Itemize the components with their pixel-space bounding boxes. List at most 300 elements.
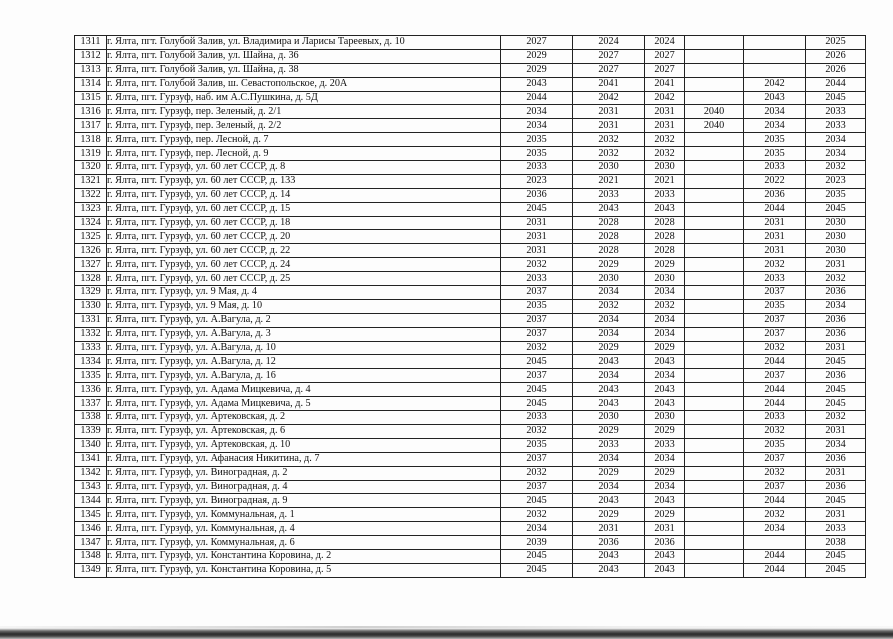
table-row: [75, 133, 866, 147]
year-col-6-cell: 2030: [806, 230, 866, 244]
row-number-cell: 1322: [75, 188, 107, 202]
year-col-2-cell: 2031: [573, 105, 645, 119]
year-col-3-cell: 2032: [645, 133, 685, 147]
year-col-5-cell: 2042: [744, 77, 806, 91]
year-col-1-cell: 2045: [501, 494, 573, 508]
year-col-4-cell: [685, 313, 744, 327]
year-col-2-cell: 2043: [573, 563, 645, 577]
year-col-2-cell: 2043: [573, 202, 645, 216]
year-col-1-cell: 2045: [501, 355, 573, 369]
year-col-5-cell: 2022: [744, 174, 806, 188]
year-col-6-cell: 2026: [806, 49, 866, 63]
year-col-6-cell: 2044: [806, 77, 866, 91]
year-col-2-cell: 2034: [573, 480, 645, 494]
table-row: [75, 230, 866, 244]
address-cell: г. Ялта, пгт. Гурзуф, ул. 60 лет СССР, д. 20: [107, 230, 501, 244]
year-col-1-cell: 2045: [501, 397, 573, 411]
year-col-1-cell: 2045: [501, 549, 573, 563]
year-col-3-cell: 2029: [645, 258, 685, 272]
year-col-2-cell: 2033: [573, 438, 645, 452]
year-col-1-cell: 2037: [501, 327, 573, 341]
year-col-1-cell: 2031: [501, 244, 573, 258]
year-col-1-cell: 2035: [501, 438, 573, 452]
year-col-4-cell: [685, 244, 744, 258]
year-col-2-cell: 2032: [573, 133, 645, 147]
year-col-5-cell: 2037: [744, 286, 806, 300]
year-col-4-cell: [685, 563, 744, 577]
year-col-5-cell: 2031: [744, 230, 806, 244]
year-col-3-cell: 2034: [645, 369, 685, 383]
year-col-4-cell: [685, 286, 744, 300]
year-col-5-cell: 2031: [744, 216, 806, 230]
row-number-cell: 1324: [75, 216, 107, 230]
year-col-4-cell: [685, 452, 744, 466]
year-col-4-cell: 2040: [685, 119, 744, 133]
year-col-4-cell: [685, 216, 744, 230]
year-col-2-cell: 2034: [573, 369, 645, 383]
table-row: [75, 480, 866, 494]
row-number-cell: 1330: [75, 299, 107, 313]
year-col-5-cell: 2037: [744, 313, 806, 327]
year-col-4-cell: [685, 188, 744, 202]
year-col-6-cell: 2045: [806, 397, 866, 411]
year-col-4-cell: [685, 91, 744, 105]
year-col-3-cell: 2027: [645, 63, 685, 77]
year-col-3-cell: 2032: [645, 147, 685, 161]
year-col-6-cell: 2045: [806, 202, 866, 216]
row-number-cell: 1344: [75, 494, 107, 508]
table-row: [75, 105, 866, 119]
address-cell: г. Ялта, пгт. Гурзуф, ул. Коммунальная, д. 6: [107, 536, 501, 550]
table-row: [75, 119, 866, 133]
year-col-2-cell: 2030: [573, 411, 645, 425]
year-col-2-cell: 2021: [573, 174, 645, 188]
address-cell: г. Ялта, пгт. Гурзуф, ул. 60 лет СССР, д. 15: [107, 202, 501, 216]
table-row: [75, 452, 866, 466]
row-number-cell: 1333: [75, 341, 107, 355]
year-col-1-cell: 2029: [501, 63, 573, 77]
year-col-3-cell: 2043: [645, 397, 685, 411]
year-col-3-cell: 2034: [645, 480, 685, 494]
year-col-1-cell: 2031: [501, 216, 573, 230]
year-col-5-cell: 2037: [744, 327, 806, 341]
table-row: [75, 438, 866, 452]
table-row: [75, 424, 866, 438]
year-col-4-cell: [685, 397, 744, 411]
row-number-cell: 1326: [75, 244, 107, 258]
year-col-3-cell: 2036: [645, 536, 685, 550]
address-cell: г. Ялта, пгт. Голубой Залив, ш. Севастопольское, д. 20А: [107, 77, 501, 91]
year-col-2-cell: 2028: [573, 230, 645, 244]
address-cell: г. Ялта, пгт. Гурзуф, ул. 60 лет СССР, д. 25: [107, 272, 501, 286]
year-col-1-cell: 2023: [501, 174, 573, 188]
row-number-cell: 1316: [75, 105, 107, 119]
row-number-cell: 1343: [75, 480, 107, 494]
table-row: [75, 77, 866, 91]
table-row: [75, 466, 866, 480]
year-col-1-cell: 2037: [501, 286, 573, 300]
table-row: [75, 563, 866, 577]
year-col-1-cell: 2045: [501, 202, 573, 216]
year-col-1-cell: 2027: [501, 36, 573, 50]
address-cell: г. Ялта, пгт. Гурзуф, ул. 9 Мая, д. 10: [107, 299, 501, 313]
year-col-4-cell: [685, 480, 744, 494]
year-col-4-cell: [685, 383, 744, 397]
year-col-3-cell: 2043: [645, 355, 685, 369]
year-col-4-cell: [685, 77, 744, 91]
year-col-3-cell: 2043: [645, 202, 685, 216]
year-col-2-cell: 2034: [573, 327, 645, 341]
table-row: [75, 202, 866, 216]
address-cell: г. Ялта, пгт. Гурзуф, ул. Коммунальная, д. 4: [107, 522, 501, 536]
row-number-cell: 1349: [75, 563, 107, 577]
year-col-3-cell: 2034: [645, 286, 685, 300]
year-col-5-cell: 2043: [744, 91, 806, 105]
year-col-6-cell: 2032: [806, 272, 866, 286]
year-col-5-cell: 2032: [744, 258, 806, 272]
year-col-5-cell: 2044: [744, 202, 806, 216]
table-row: [75, 174, 866, 188]
year-col-4-cell: [685, 49, 744, 63]
address-cell: г. Ялта, пгт. Гурзуф, ул. 60 лет СССР, д. 14: [107, 188, 501, 202]
year-col-3-cell: 2028: [645, 216, 685, 230]
year-col-6-cell: 2031: [806, 258, 866, 272]
year-col-5-cell: 2034: [744, 119, 806, 133]
year-col-6-cell: 2045: [806, 494, 866, 508]
table-row: [75, 216, 866, 230]
year-col-2-cell: 2030: [573, 272, 645, 286]
year-col-5-cell: 2036: [744, 188, 806, 202]
year-col-4-cell: [685, 133, 744, 147]
year-col-6-cell: 2038: [806, 536, 866, 550]
year-col-3-cell: 2027: [645, 49, 685, 63]
year-col-6-cell: 2034: [806, 299, 866, 313]
address-cell: г. Ялта, пгт. Гурзуф, ул. Константина Коровина, д. 2: [107, 549, 501, 563]
year-col-5-cell: 2044: [744, 355, 806, 369]
year-col-3-cell: 2031: [645, 522, 685, 536]
year-col-1-cell: 2034: [501, 105, 573, 119]
address-cell: г. Ялта, пгт. Гурзуф, ул. Виноградная, д. 2: [107, 466, 501, 480]
row-number-cell: 1337: [75, 397, 107, 411]
year-col-6-cell: 2030: [806, 216, 866, 230]
year-col-3-cell: 2029: [645, 466, 685, 480]
year-col-5-cell: 2044: [744, 383, 806, 397]
year-col-2-cell: 2028: [573, 244, 645, 258]
year-col-1-cell: 2043: [501, 77, 573, 91]
year-col-2-cell: 2034: [573, 286, 645, 300]
row-number-cell: 1315: [75, 91, 107, 105]
year-col-4-cell: [685, 63, 744, 77]
year-col-1-cell: 2029: [501, 49, 573, 63]
year-col-2-cell: 2041: [573, 77, 645, 91]
table-row: [75, 383, 866, 397]
year-col-6-cell: 2036: [806, 369, 866, 383]
row-number-cell: 1347: [75, 536, 107, 550]
year-col-6-cell: 2023: [806, 174, 866, 188]
year-col-5-cell: 2033: [744, 161, 806, 175]
row-number-cell: 1311: [75, 36, 107, 50]
address-cell: г. Ялта, пгт. Гурзуф, наб. им А.С.Пушкина, д. 5Д: [107, 91, 501, 105]
address-cell: г. Ялта, пгт. Гурзуф, ул. Адама Мицкевича, д. 4: [107, 383, 501, 397]
year-col-2-cell: 2029: [573, 424, 645, 438]
table-row: [75, 36, 866, 50]
year-col-6-cell: 2036: [806, 480, 866, 494]
year-col-6-cell: 2032: [806, 161, 866, 175]
year-col-2-cell: 2029: [573, 508, 645, 522]
year-col-4-cell: [685, 411, 744, 425]
year-col-6-cell: 2036: [806, 286, 866, 300]
year-col-3-cell: 2028: [645, 230, 685, 244]
year-col-4-cell: [685, 424, 744, 438]
year-col-5-cell: 2035: [744, 133, 806, 147]
year-col-2-cell: 2034: [573, 452, 645, 466]
address-cell: г. Ялта, пгт. Гурзуф, ул. А.Вагула, д. 10: [107, 341, 501, 355]
address-cell: г. Ялта, пгт. Гурзуф, ул. 60 лет СССР, д. 22: [107, 244, 501, 258]
table-row: [75, 63, 866, 77]
year-col-4-cell: [685, 355, 744, 369]
address-cell: г. Ялта, пгт. Гурзуф, ул. 60 лет СССР, д. 24: [107, 258, 501, 272]
table-row: [75, 341, 866, 355]
year-col-4-cell: [685, 369, 744, 383]
year-col-2-cell: 2032: [573, 299, 645, 313]
year-col-3-cell: 2031: [645, 105, 685, 119]
table-row: [75, 494, 866, 508]
year-col-5-cell: 2033: [744, 411, 806, 425]
year-col-4-cell: [685, 549, 744, 563]
year-col-5-cell: 2032: [744, 508, 806, 522]
year-col-3-cell: 2043: [645, 494, 685, 508]
year-col-2-cell: 2027: [573, 63, 645, 77]
year-col-1-cell: 2032: [501, 508, 573, 522]
year-col-5-cell: [744, 536, 806, 550]
table-row: [75, 188, 866, 202]
year-col-3-cell: 2034: [645, 327, 685, 341]
address-cell: г. Ялта, пгт. Гурзуф, ул. Артековская, д. 6: [107, 424, 501, 438]
year-col-5-cell: 2034: [744, 105, 806, 119]
year-col-2-cell: 2043: [573, 355, 645, 369]
year-col-6-cell: 2045: [806, 355, 866, 369]
year-col-6-cell: 2025: [806, 36, 866, 50]
row-number-cell: 1329: [75, 286, 107, 300]
year-col-2-cell: 2032: [573, 147, 645, 161]
year-col-5-cell: 2032: [744, 424, 806, 438]
row-number-cell: 1334: [75, 355, 107, 369]
address-cell: г. Ялта, пгт. Гурзуф, ул. Виноградная, д. 4: [107, 480, 501, 494]
year-col-3-cell: 2043: [645, 383, 685, 397]
address-cell: г. Ялта, пгт. Гурзуф, ул. Коммунальная, д. 1: [107, 508, 501, 522]
table-row: [75, 313, 866, 327]
address-cell: г. Ялта, пгт. Гурзуф, ул. 9 Мая, д. 4: [107, 286, 501, 300]
table-row: [75, 508, 866, 522]
year-col-6-cell: 2036: [806, 327, 866, 341]
year-col-6-cell: 2033: [806, 105, 866, 119]
table-row: [75, 272, 866, 286]
year-col-6-cell: 2034: [806, 438, 866, 452]
year-col-6-cell: 2033: [806, 522, 866, 536]
address-cell: г. Ялта, пгт. Гурзуф, пер. Лесной, д. 9: [107, 147, 501, 161]
year-col-3-cell: 2030: [645, 161, 685, 175]
row-number-cell: 1318: [75, 133, 107, 147]
year-col-6-cell: 2033: [806, 119, 866, 133]
address-cell: г. Ялта, пгт. Гурзуф, пер. Зеленый, д. 2/1: [107, 105, 501, 119]
year-col-5-cell: 2033: [744, 272, 806, 286]
year-col-2-cell: 2030: [573, 161, 645, 175]
year-col-1-cell: 2037: [501, 369, 573, 383]
year-col-3-cell: 2029: [645, 424, 685, 438]
row-number-cell: 1314: [75, 77, 107, 91]
year-col-1-cell: 2035: [501, 133, 573, 147]
table-row: [75, 397, 866, 411]
year-col-2-cell: 2024: [573, 36, 645, 50]
year-col-5-cell: 2031: [744, 244, 806, 258]
year-col-4-cell: [685, 341, 744, 355]
year-col-1-cell: 2045: [501, 563, 573, 577]
year-col-3-cell: 2033: [645, 438, 685, 452]
address-cell: г. Ялта, пгт. Гурзуф, ул. 60 лет СССР, д. 8: [107, 161, 501, 175]
year-col-5-cell: 2034: [744, 522, 806, 536]
year-col-5-cell: 2044: [744, 397, 806, 411]
row-number-cell: 1327: [75, 258, 107, 272]
year-col-4-cell: [685, 161, 744, 175]
row-number-cell: 1313: [75, 63, 107, 77]
year-col-1-cell: 2035: [501, 299, 573, 313]
table-row: [75, 91, 866, 105]
year-col-1-cell: 2032: [501, 341, 573, 355]
year-col-5-cell: 2037: [744, 452, 806, 466]
year-col-2-cell: 2034: [573, 313, 645, 327]
year-col-5-cell: 2044: [744, 563, 806, 577]
schedule-table: [74, 35, 866, 578]
row-number-cell: 1336: [75, 383, 107, 397]
year-col-6-cell: 2035: [806, 188, 866, 202]
address-cell: г. Ялта, пгт. Гурзуф, ул. Афанасия Никитина, д. 7: [107, 452, 501, 466]
address-cell: г. Ялта, пгт. Гурзуф, пер. Лесной, д. 7: [107, 133, 501, 147]
address-cell: г. Ялта, пгт. Голубой Залив, ул. Владимира и Ларисы Тареевых, д. 10: [107, 36, 501, 50]
table-row: [75, 299, 866, 313]
year-col-3-cell: 2024: [645, 36, 685, 50]
year-col-5-cell: 2035: [744, 438, 806, 452]
year-col-2-cell: 2043: [573, 494, 645, 508]
year-col-1-cell: 2033: [501, 272, 573, 286]
year-col-6-cell: 2034: [806, 147, 866, 161]
row-number-cell: 1339: [75, 424, 107, 438]
year-col-6-cell: 2032: [806, 411, 866, 425]
row-number-cell: 1338: [75, 411, 107, 425]
table-row: [75, 286, 866, 300]
year-col-5-cell: [744, 36, 806, 50]
year-col-5-cell: 2035: [744, 299, 806, 313]
year-col-3-cell: 2032: [645, 299, 685, 313]
year-col-1-cell: 2034: [501, 522, 573, 536]
row-number-cell: 1348: [75, 549, 107, 563]
year-col-3-cell: 2029: [645, 508, 685, 522]
row-number-cell: 1325: [75, 230, 107, 244]
year-col-2-cell: 2027: [573, 49, 645, 63]
year-col-4-cell: [685, 327, 744, 341]
year-col-3-cell: 2043: [645, 549, 685, 563]
table-row: [75, 161, 866, 175]
row-number-cell: 1317: [75, 119, 107, 133]
year-col-3-cell: 2028: [645, 244, 685, 258]
year-col-4-cell: [685, 466, 744, 480]
year-col-1-cell: 2032: [501, 424, 573, 438]
year-col-4-cell: [685, 536, 744, 550]
year-col-2-cell: 2031: [573, 522, 645, 536]
table-row: [75, 355, 866, 369]
address-cell: г. Ялта, пгт. Гурзуф, ул. Артековская, д. 10: [107, 438, 501, 452]
table-row: [75, 49, 866, 63]
row-number-cell: 1341: [75, 452, 107, 466]
year-col-6-cell: 2031: [806, 466, 866, 480]
address-cell: г. Ялта, пгт. Гурзуф, ул. Константина Коровина, д. 5: [107, 563, 501, 577]
row-number-cell: 1312: [75, 49, 107, 63]
year-col-2-cell: 2042: [573, 91, 645, 105]
year-col-6-cell: 2026: [806, 63, 866, 77]
year-col-5-cell: 2032: [744, 341, 806, 355]
address-cell: г. Ялта, пгт. Гурзуф, ул. А.Вагула, д. 3: [107, 327, 501, 341]
table-row: [75, 258, 866, 272]
address-cell: г. Ялта, пгт. Гурзуф, ул. А.Вагула, д. 16: [107, 369, 501, 383]
address-cell: г. Ялта, пгт. Гурзуф, ул. А.Вагула, д. 2: [107, 313, 501, 327]
year-col-3-cell: 2034: [645, 452, 685, 466]
year-col-5-cell: 2037: [744, 480, 806, 494]
address-cell: г. Ялта, пгт. Голубой Залив, ул. Шайна, д. 36: [107, 49, 501, 63]
year-col-1-cell: 2039: [501, 536, 573, 550]
year-col-5-cell: [744, 49, 806, 63]
year-col-1-cell: 2033: [501, 161, 573, 175]
year-col-5-cell: 2032: [744, 466, 806, 480]
year-col-2-cell: 2028: [573, 216, 645, 230]
address-cell: г. Ялта, пгт. Гурзуф, ул. Артековская, д. 2: [107, 411, 501, 425]
table-row: [75, 244, 866, 258]
year-col-1-cell: 2037: [501, 480, 573, 494]
year-col-1-cell: 2044: [501, 91, 573, 105]
address-cell: г. Ялта, пгт. Гурзуф, ул. А.Вагула, д. 12: [107, 355, 501, 369]
row-number-cell: 1331: [75, 313, 107, 327]
table-row: [75, 411, 866, 425]
year-col-4-cell: [685, 299, 744, 313]
year-col-1-cell: 2032: [501, 466, 573, 480]
year-col-2-cell: 2033: [573, 188, 645, 202]
row-number-cell: 1335: [75, 369, 107, 383]
table-row: [75, 536, 866, 550]
year-col-4-cell: [685, 522, 744, 536]
table-row: [75, 369, 866, 383]
year-col-2-cell: 2036: [573, 536, 645, 550]
year-col-6-cell: 2045: [806, 563, 866, 577]
year-col-4-cell: [685, 494, 744, 508]
year-col-3-cell: 2031: [645, 119, 685, 133]
year-col-6-cell: 2031: [806, 424, 866, 438]
year-col-1-cell: 2037: [501, 452, 573, 466]
year-col-3-cell: 2029: [645, 341, 685, 355]
year-col-6-cell: 2030: [806, 244, 866, 258]
year-col-2-cell: 2043: [573, 549, 645, 563]
year-col-6-cell: 2034: [806, 133, 866, 147]
year-col-3-cell: 2033: [645, 188, 685, 202]
table-row: [75, 327, 866, 341]
year-col-2-cell: 2043: [573, 383, 645, 397]
year-col-1-cell: 2033: [501, 411, 573, 425]
row-number-cell: 1323: [75, 202, 107, 216]
table-row: [75, 147, 866, 161]
year-col-5-cell: 2044: [744, 549, 806, 563]
year-col-4-cell: [685, 508, 744, 522]
schedule-table-body: [75, 36, 866, 578]
year-col-5-cell: 2044: [744, 494, 806, 508]
year-col-4-cell: [685, 272, 744, 286]
year-col-3-cell: 2021: [645, 174, 685, 188]
